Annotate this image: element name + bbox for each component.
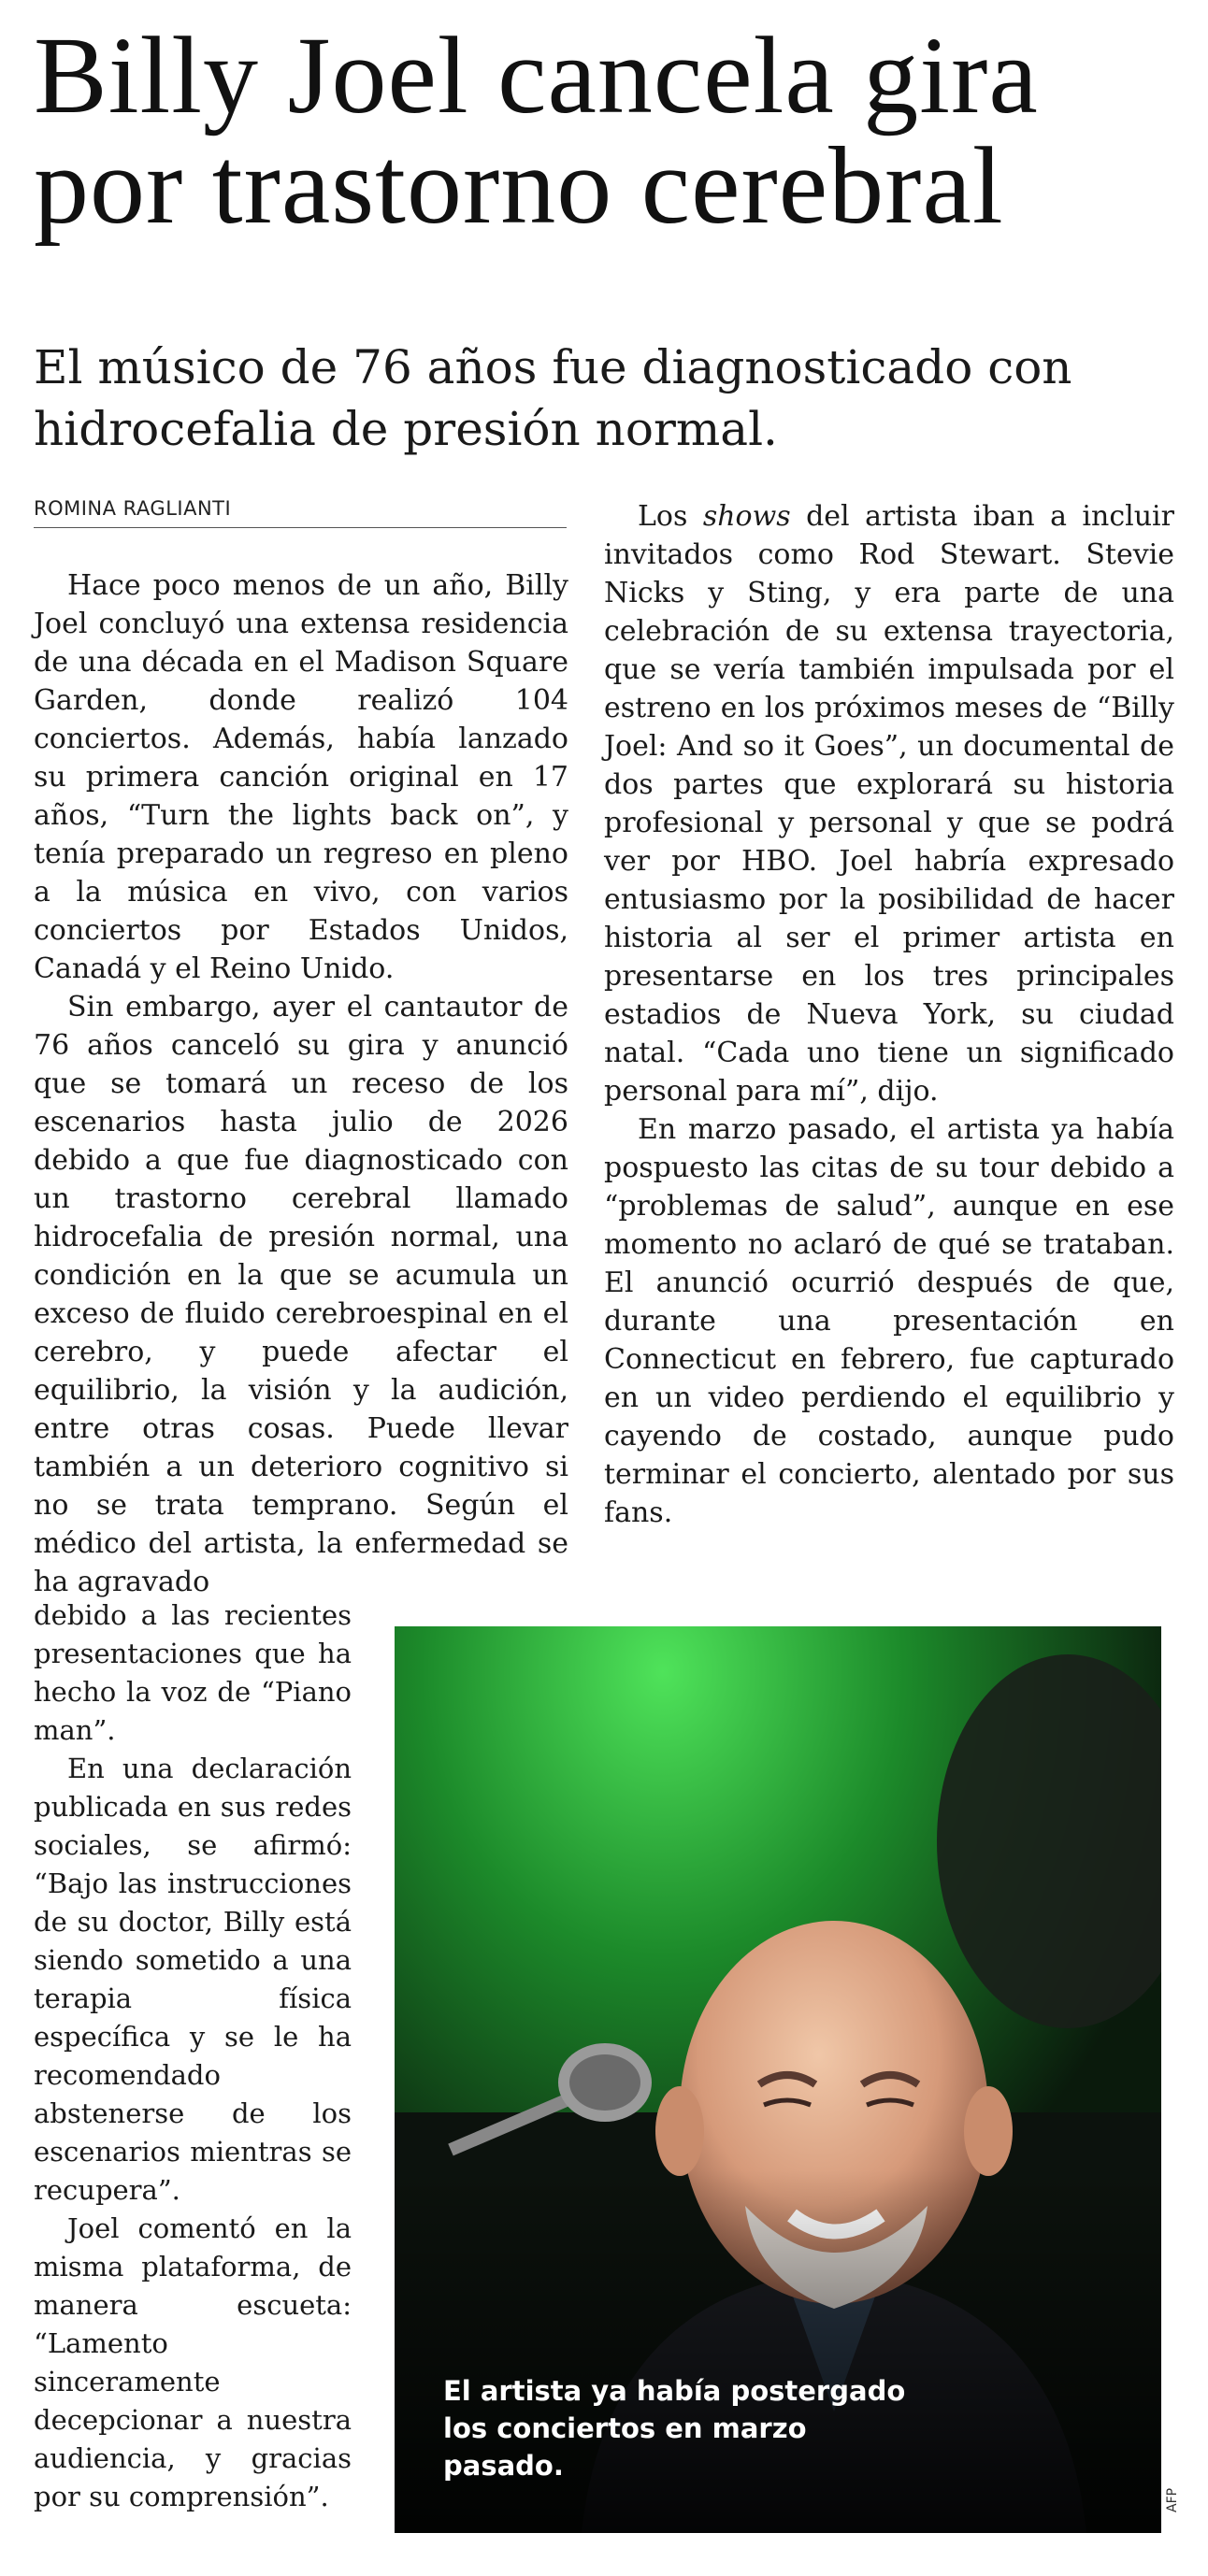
- paragraph: En una declaración publicada en sus redes sociales, se afirmó: “Bajo las instrucciones de su doctor, Billy está siendo sometido a una terapia física específica y se le ha recomendado abstenerse de los escenarios mientras se recupera”.: [34, 1753, 352, 2206]
- paragraph: Joel comentó en la misma plataforma, de manera escueta: “Lamento sinceramente decepcionar a nuestra audiencia, y gracias por su comprensión”.: [34, 2212, 352, 2512]
- paragraph: Los shows del artista iban a incluir invitados como Rod Stewart. Stevie Nicks y Sting, y era parte de una celebración de su extensa trayectoria, que se vería también impulsada por el estreno en los próximos meses de “Billy Joel: And so it Goes”, un documental de dos partes que explorará su historia profesional y personal y que se podrá ver por HBO. Joel habría expresado entusiasmo por la posibilidad de hacer historia al ser el primer artista en presentarse en los tres principales estadios de Nueva York, su ciudad natal. “Cada uno tiene un significado personal para mí”, dijo.: [604, 500, 1174, 1108]
- article-column-2: [604, 497, 1174, 1532]
- photo-caption: El artista ya había postergado los conciertos en marzo pasado.: [443, 2375, 906, 2482]
- article-column-1: [34, 566, 568, 1601]
- byline: ROMINA RAGLIANTI: [34, 497, 567, 528]
- article-column-1-continued: [34, 1596, 352, 2516]
- subheadline: El músico de 76 años fue diagnosticado con hidrocefalia de presión normal.: [34, 340, 1072, 456]
- headline: Billy Joel cancela gira por trastorno cerebral: [34, 14, 1039, 247]
- photo-credit: AFP: [1165, 2487, 1180, 2512]
- paragraph: Sin embargo, ayer el cantautor de 76 años canceló su gira y anunció que se tomará un receso de los escenarios hasta julio de 2026 debido a que fue diagnosticado con un trastorno cerebral llamado hidrocefalia de presión normal, una condición en la que se acumula un exceso de fluido cerebroespinal en el cerebro, y puede afectar el equilibrio, la visión y la audición, entre otras cosas. Puede llevar también a un deterioro cognitivo si no se trata temprano. Según el médico del artista, la enfermedad se ha agravado: [34, 991, 568, 1598]
- paragraph: En marzo pasado, el artista ya había pospuesto las citas de su tour debido a “problemas de salud”, aunque en ese momento no aclaró de qué se trataban. El anunció ocurrió después de que, durante una presentación en Connecticut en febrero, fue capturado en un video perdiendo el equilibrio y cayendo de costado, aunque pudo terminar el concierto, alentado por sus fans.: [604, 1113, 1174, 1529]
- article-photo: [395, 1626, 1161, 2533]
- paragraph: debido a las recientes presentaciones que ha hecho la voz de “Piano man”.: [34, 1599, 352, 1746]
- paragraph: Hace poco menos de un año, Billy Joel concluyó una extensa residencia de una década en el Madison Square Garden, donde realizó 104 conciertos. Además, había lanzado su primera canción original en 17 años, “Turn the lights back on”, y tenía preparado un regreso en pleno a la música en vivo, con varios conciertos por Estados Unidos, Canadá y el Reino Unido.: [34, 569, 568, 985]
